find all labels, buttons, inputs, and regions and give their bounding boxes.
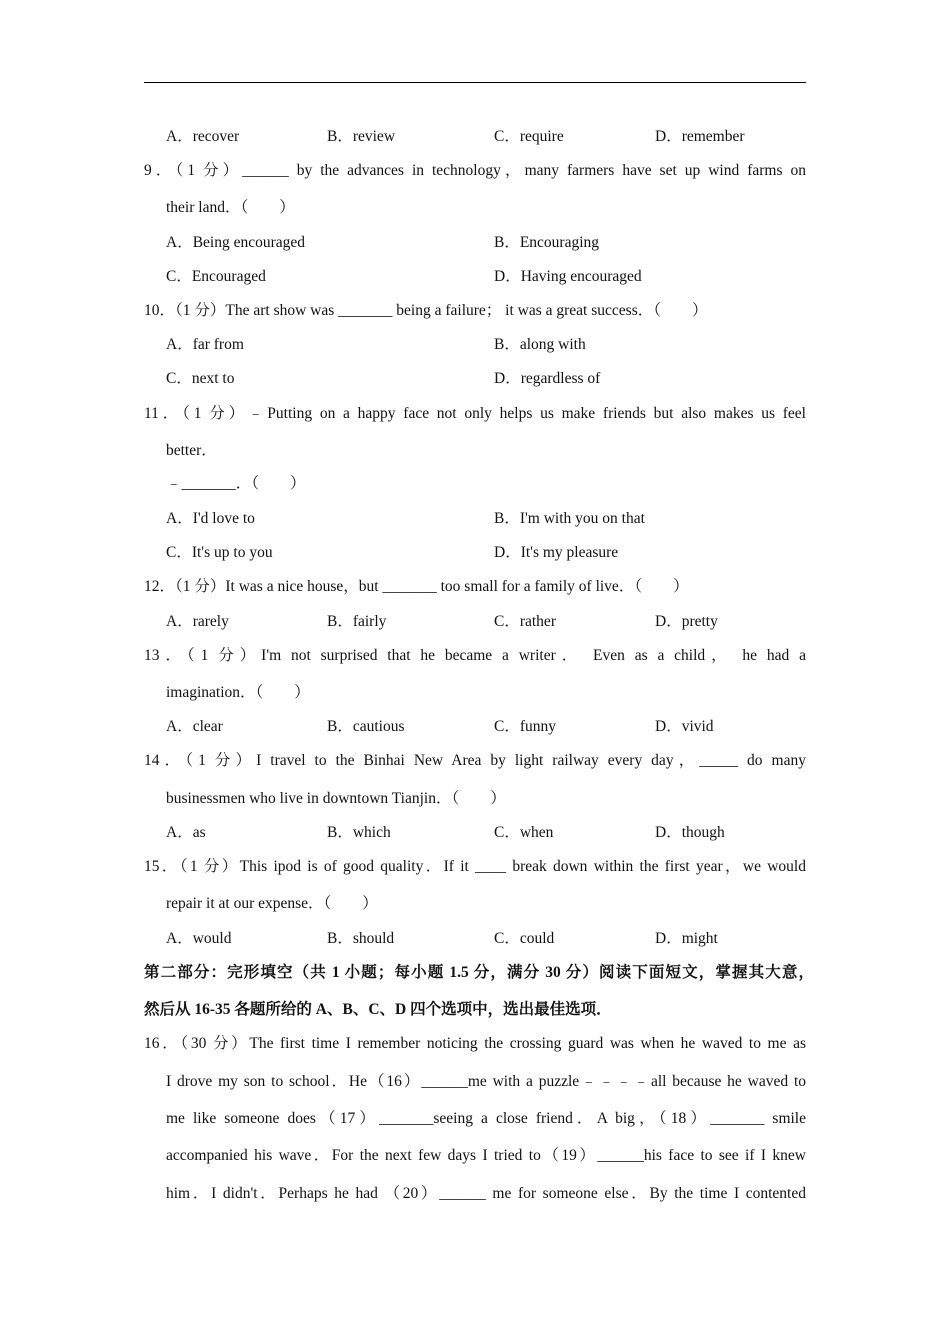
q10-stem-line1: 10．（1 分）The art show was _______ being a failure； it was a great success．（ ） bbox=[144, 302, 708, 319]
q13-stem-line2: imagination．（ ） bbox=[166, 684, 310, 701]
q10-option-b: B．along with bbox=[494, 336, 586, 353]
q16-passage-line1: 16．（30 分）The first time I remember noticing the crossing guard was when he waved to me as bbox=[144, 1035, 806, 1052]
q12-stem-line1: 12．（1 分）It was a nice house，but _______ too small for a family of live．（ ） bbox=[144, 578, 689, 595]
q12-option-b: B．fairly bbox=[327, 613, 387, 630]
q15-option-b: B．should bbox=[327, 930, 395, 947]
q14-option-a: A．as bbox=[166, 824, 206, 841]
q14-stem-line1: 14．（1 分）I travel to the Binhai New Area by light railway every day，_____ do many bbox=[144, 752, 806, 769]
section2-heading-line1: 第二部分：完形填空（共 1 小题；每小题 1.5 分，满分 30 分）阅读下面短文，掌握其大意， bbox=[144, 964, 814, 981]
q9-option-b: B．Encouraging bbox=[494, 234, 600, 251]
q14-option-b: B．which bbox=[327, 824, 391, 841]
q12-option-d: D．pretty bbox=[655, 613, 718, 630]
q11-option-c: C．It's up to you bbox=[166, 544, 273, 561]
q8-option-d: D．remember bbox=[655, 128, 745, 145]
q9-stem-line1: 9．（1 分）______ by the advances in technology，many farmers have set up wind farms on bbox=[144, 162, 806, 179]
q14-stem-line2: businessmen who live in downtown Tianjin．（ ） bbox=[166, 790, 506, 807]
q9-option-a: A．Being encouraged bbox=[166, 234, 306, 251]
q11-stem-line3: ﹣_______．（ ） bbox=[166, 475, 306, 492]
q15-option-c: C．could bbox=[494, 930, 555, 947]
q9-option-d: D．Having encouraged bbox=[494, 268, 642, 285]
section2-heading-line2: 然后从 16-35 各题所给的 A、B、C、D 四个选项中，选出最佳选项． bbox=[144, 1001, 612, 1018]
q13-option-c: C．funny bbox=[494, 718, 557, 735]
q12-option-a: A．rarely bbox=[166, 613, 229, 630]
q12-option-c: C．rather bbox=[494, 613, 556, 630]
q14-option-c: C．when bbox=[494, 824, 554, 841]
q10-option-a: A．far from bbox=[166, 336, 244, 353]
q16-passage-line3: me like someone does（17）_______seeing a close friend．A big，（18）_______ smile bbox=[166, 1110, 806, 1127]
q13-option-b: B．cautious bbox=[327, 718, 405, 735]
q11-option-b: B．I'm with you on that bbox=[494, 510, 645, 527]
q13-stem-line1: 13．（1 分）I'm not surprised that he became a writer． Even as a child， he had a bbox=[144, 647, 806, 664]
q16-passage-line4: accompanied his wave．For the next few days I tried to（19）______his face to see if I knew bbox=[166, 1147, 806, 1164]
q11-option-d: D．It's my pleasure bbox=[494, 544, 619, 561]
q15-option-a: A．would bbox=[166, 930, 232, 947]
q15-stem-line2: repair it at our expense．（ ） bbox=[166, 895, 378, 912]
q15-option-d: D．might bbox=[655, 930, 718, 947]
q11-stem-line2: better． bbox=[166, 442, 217, 459]
q8-option-b: B．review bbox=[327, 128, 396, 145]
q14-option-d: D．though bbox=[655, 824, 725, 841]
q13-option-a: A．clear bbox=[166, 718, 223, 735]
q9-option-c: C．Encouraged bbox=[166, 268, 266, 285]
q16-passage-line2: I drove my son to school．He（16）______me with a puzzle﹣﹣﹣﹣all because he waved to bbox=[166, 1073, 806, 1090]
q11-stem-line1: 11．（1 分）﹣Putting on a happy face not only helps us make friends but also makes us feel bbox=[144, 405, 806, 422]
q10-option-c: C．next to bbox=[166, 370, 235, 387]
q8-option-a: A．recover bbox=[166, 128, 240, 145]
q16-passage-line5: him．I didn't．Perhaps he had （20）______ me for someone else．By the time I contented bbox=[166, 1185, 806, 1202]
q13-option-d: D．vivid bbox=[655, 718, 714, 735]
header-rule bbox=[144, 82, 806, 83]
q11-option-a: A．I'd love to bbox=[166, 510, 255, 527]
q9-stem-line2: their land．（ ） bbox=[166, 199, 295, 216]
q8-option-c: C．require bbox=[494, 128, 564, 145]
q15-stem-line1: 15．（1 分）This ipod is of good quality．If it ____ break down within the first year，we would bbox=[144, 858, 806, 875]
q10-option-d: D．regardless of bbox=[494, 370, 601, 387]
